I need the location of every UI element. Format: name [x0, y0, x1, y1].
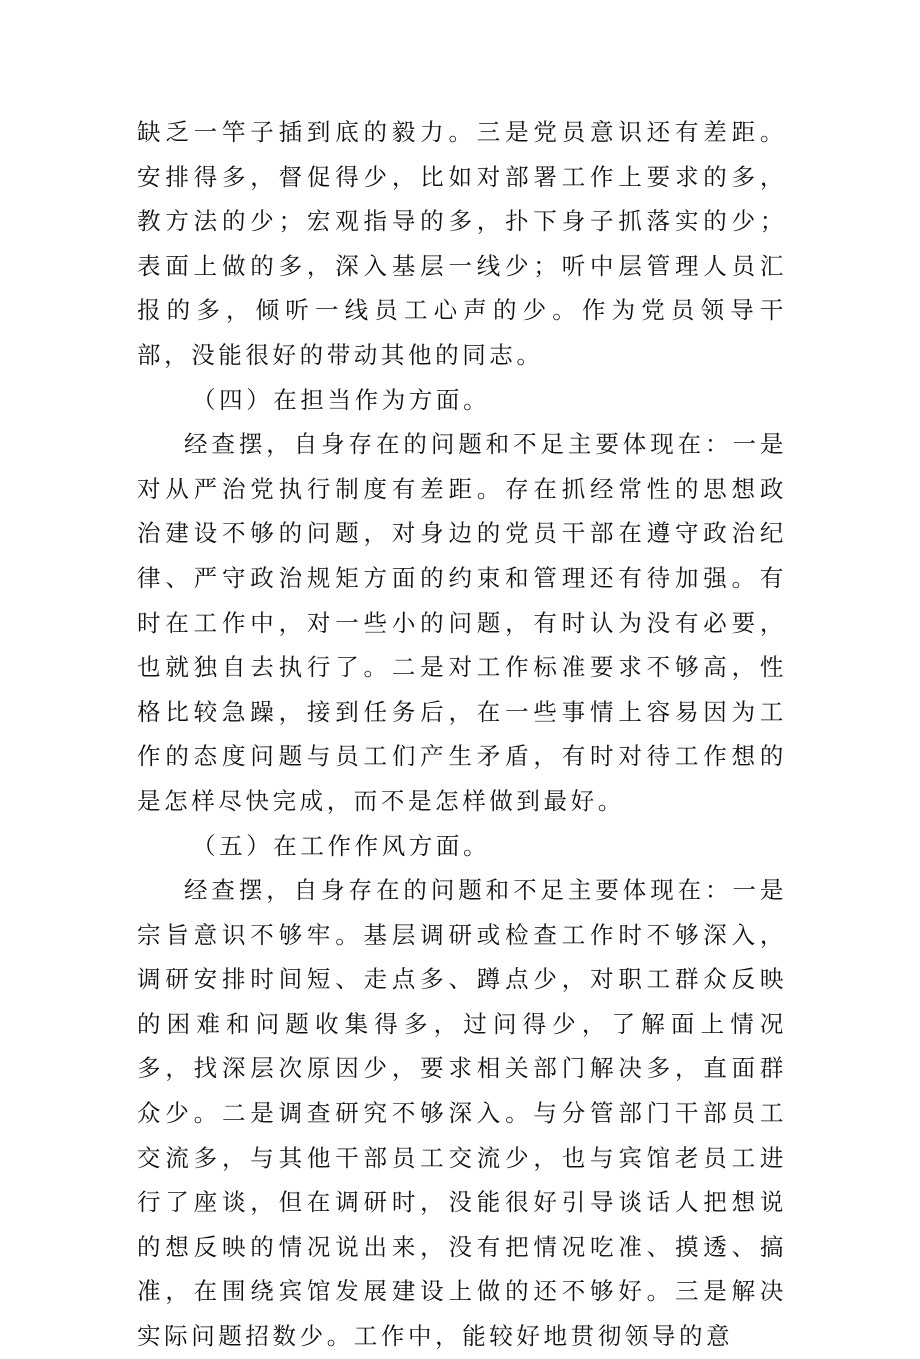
paragraph-continuation: 缺乏一竿子插到底的毅力。三是党员意识还有差距。安排得多，督促得少，比如对部署工作上要求的多，教方法的少；宏观指导的多，扑下身子抓落实的少；表面上做的多，深入基层一线少；听中层管理人员汇报的多，倾听一线员工心声的少。作为党员领导干部，没能很好的带动其他的同志。: [137, 118, 787, 369]
section-heading-four: （四）在担当作为方面。: [192, 385, 491, 414]
paragraph-work-style: 经查摆，自身存在的问题和不足主要体现在：一是宗旨意识不够牢。基层调研或检查工作时不够深入，调研安排时间短、走点多、蹲点少，对职工群众反映的困难和问题收集得多，过问得少，了解面上情况多，找深层次原因少，要求相关部门解决多，直面群众少。二是调查研究不够深入。与分管部门干部员工交流多，与其他干部员工交流少，也与宾馆老员工进行了座谈，但在调研时，没能很好引导谈话人把想说的想反映的情况说出来，没有把情况吃准、摸透、搞准，在围绕宾馆发展建设上做的还不够好。三是解决实际问题招数少。工作中，能较好地贯彻领导的意: [137, 876, 787, 1351]
paragraph-responsibility: 经查摆，自身存在的问题和不足主要体现在：一是对从严治党执行制度有差距。存在抓经常性的思想政治建设不够的问题，对身边的党员干部在遵守政治纪律、严守政治规矩方面的约束和管理还有待加强。有时在工作中，对一些小的问题，有时认为没有必要，也就独自去执行了。二是对工作标准要求不够高，性格比较急躁，接到任务后，在一些事情上容易因为工作的态度问题与员工们产生矛盾，有时对待工作想的是怎样尽快完成，而不是怎样做到最好。: [137, 430, 787, 815]
section-heading-five: （五）在工作作风方面。: [192, 831, 491, 860]
document-body: [137, 110, 787, 1359]
